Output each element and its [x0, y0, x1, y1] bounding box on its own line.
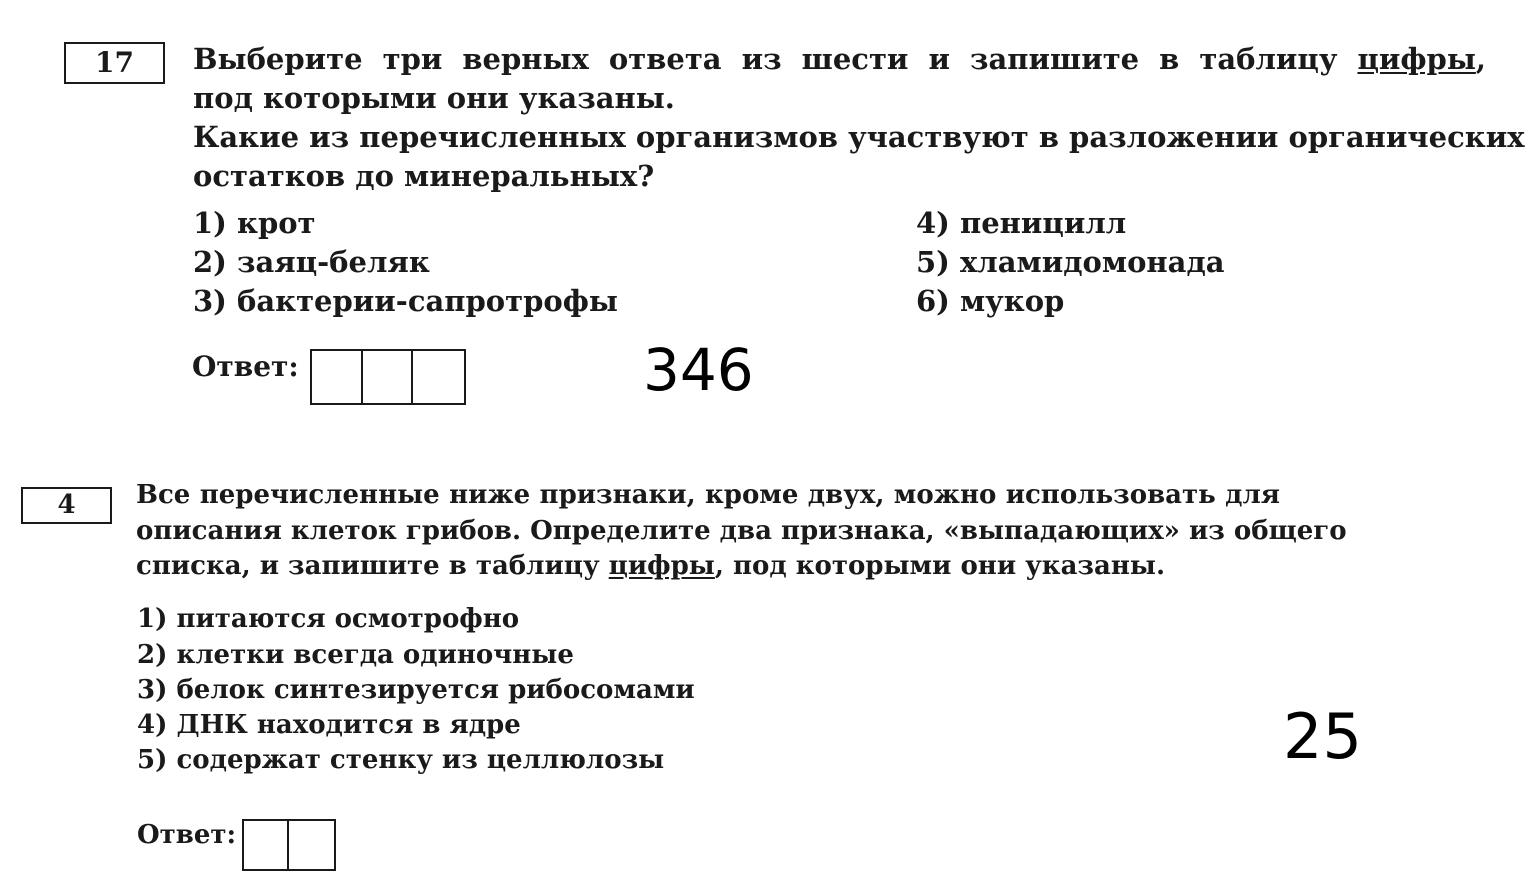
written-answer: 25 — [1283, 700, 1362, 773]
answer-cells[interactable] — [310, 349, 466, 405]
answer-option: 4) ДНК находится в ядре — [137, 710, 521, 740]
answer-option: 5) хламидомонада — [916, 245, 1225, 279]
underlined-keyword: цифры — [1357, 42, 1476, 76]
question-text-line: Какие из перечисленных организмов участвуют в разложении органических — [193, 120, 1525, 154]
answer-option: 3) бактерии-сапротрофы — [193, 284, 618, 318]
answer-option: 2) заяц-беляк — [193, 245, 430, 279]
task-number-box: 17 — [64, 42, 165, 84]
answer-option: 3) белок синтезируется рибосомами — [137, 675, 695, 705]
question-text-part: списка, и запишите в таблицу — [136, 551, 600, 581]
punctuation: , — [1475, 42, 1486, 76]
question-text-line: Все перечисленные ниже признаки, кроме двух, можно использовать для — [136, 480, 1280, 510]
task-number-box: 4 — [21, 487, 112, 524]
answer-label: Ответ: — [192, 350, 299, 383]
answer-cell[interactable] — [363, 351, 414, 403]
answer-option: 1) питаются осмотрофно — [137, 604, 520, 634]
answer-option: 1) крот — [193, 206, 316, 240]
question-text-line — [193, 42, 1486, 76]
answer-option: 2) клетки всегда одиночные — [137, 640, 574, 670]
answer-cells[interactable] — [242, 819, 336, 871]
question-text-line: остатков до минеральных? — [193, 159, 655, 193]
question-text-line — [136, 551, 1165, 581]
underlined-keyword: цифры — [608, 551, 715, 581]
answer-option: 5) содержат стенку из целлюлозы — [137, 745, 665, 775]
answer-cell[interactable] — [289, 821, 334, 869]
written-answer: 346 — [643, 336, 754, 404]
question-text-line: описания клеток грибов. Определите два признака, «выпадающих» из общего — [136, 516, 1347, 546]
answer-cell[interactable] — [413, 351, 464, 403]
answer-cell[interactable] — [244, 821, 289, 869]
answer-label: Ответ: — [137, 820, 237, 850]
answer-option: 6) мукор — [916, 284, 1065, 318]
answer-cell[interactable] — [312, 351, 363, 403]
question-text-part: Выберите три верных ответа из шести и запишите в таблицу — [193, 42, 1338, 76]
question-text-line: под которыми они указаны. — [193, 81, 675, 115]
answer-option: 4) пеницилл — [916, 206, 1127, 240]
question-text-part: , под которыми они указаны. — [714, 551, 1166, 581]
